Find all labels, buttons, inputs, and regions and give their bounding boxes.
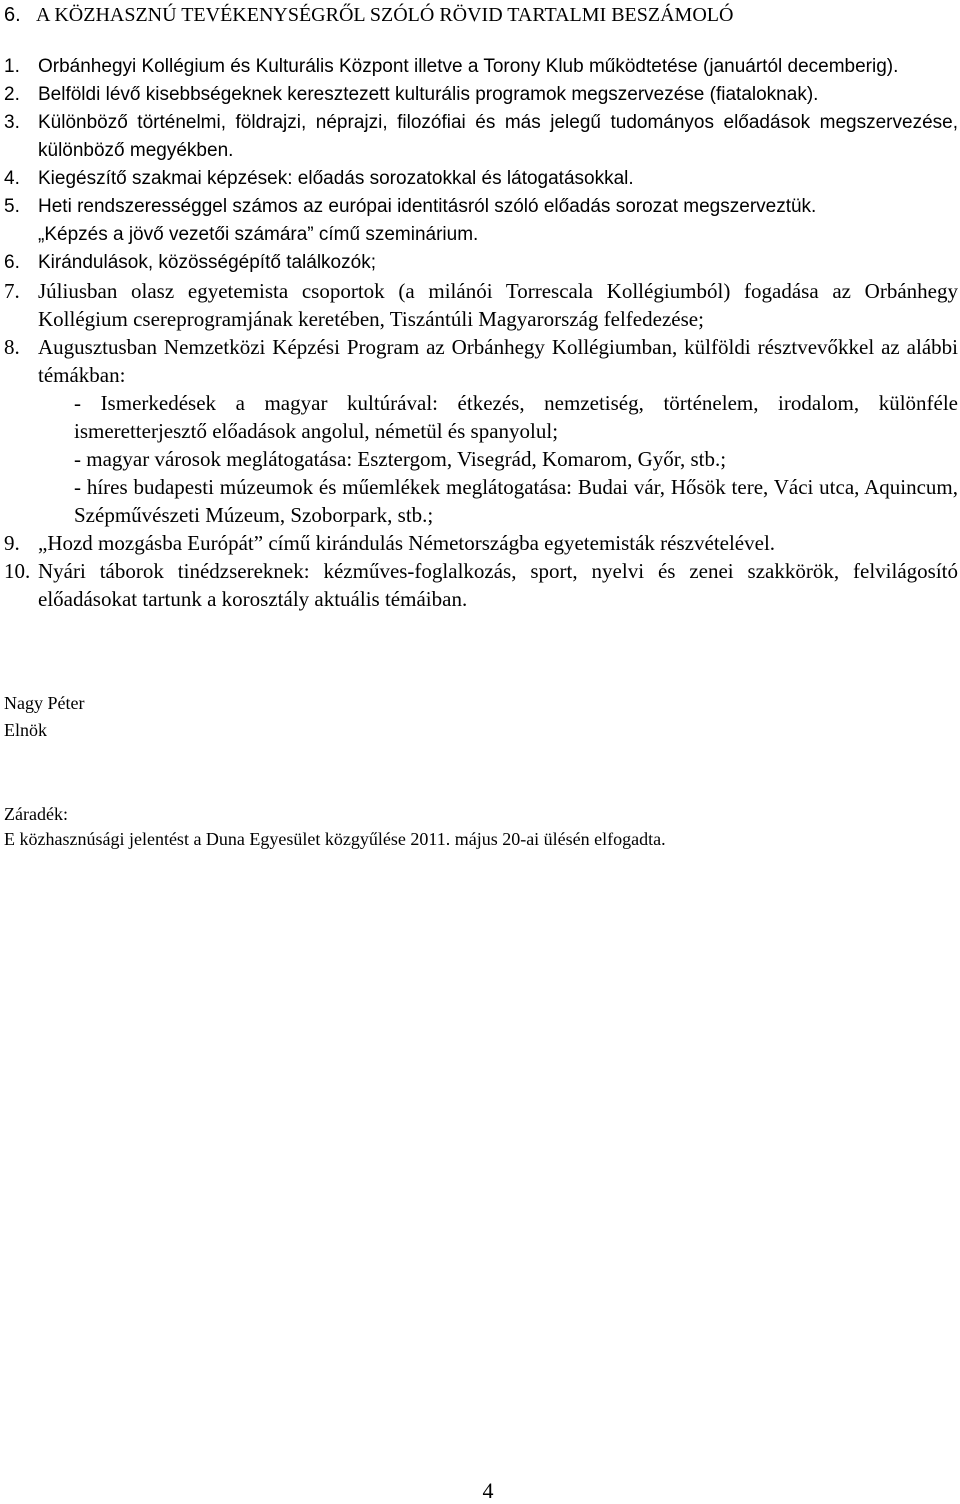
sub-list-item: - híres budapesti múzeumok és műemlékek meglátogatása: Budai vár, Hősök tere, Váci utca, Aquincum, Szépművészeti Múzeum, Szoborpark, stb.; (74, 475, 958, 527)
item-number: 7. (4, 279, 20, 303)
item-text: Orbánhegyi Kollégium és Kulturális Központ illetve a Torony Klub működtetése (januártól decemberig). (38, 56, 899, 77)
section-number: 6. (4, 4, 21, 26)
list-item (4, 277, 958, 333)
sub-list-item: - magyar városok meglátogatása: Esztergom, Visegrád, Komarom, Győr, stb.; (74, 447, 727, 471)
item-text: Kiegészítő szakmai képzések: előadás sorozatokkal és látogatásokkal. (38, 168, 634, 189)
sub-list-item: - Ismerkedések a magyar kultúrával: étkezés, nemzetiség, történelem, irodalom, különféle ismeretterjesztő előadások angolul, németül és spanyolul; (74, 391, 958, 443)
list-item (4, 109, 958, 165)
item-text: Júliusban olasz egyetemista csoportok (a milánói Torrescala Kollégiumból) fogadása az Orbánhegy Kollégium csereprogramjának keretében, Tiszántúli Magyarország felfedezése; (38, 279, 958, 331)
list-item (4, 53, 958, 81)
page-number: 4 (482, 1478, 494, 1503)
item-number: 4. (4, 168, 20, 189)
page-number-wrapper (0, 1478, 960, 1504)
section-heading (4, 2, 944, 28)
item-number: 3. (4, 112, 20, 133)
item-text-line: „Képzés a jövő vezetői számára” című szeminárium. (38, 224, 479, 245)
list-item (4, 333, 958, 529)
item-number: 6. (4, 252, 20, 273)
list-item (4, 557, 958, 613)
item-number: 2. (4, 84, 20, 105)
list-item (4, 81, 958, 109)
list-item (4, 193, 958, 249)
item-text: Különböző történelmi, földrajzi, néprajzi, filozófiai és más jelegű tudományos előadások megszervezése, különböző megyékben. (38, 112, 958, 161)
item-text: Belföldi lévő kisebbségeknek keresztezett kulturális programok megszervezése (fiataloknak). (38, 84, 819, 105)
item-number: 1. (4, 56, 20, 77)
item-text-line: Heti rendszerességgel számos az európai identitásról szóló előadás sorozat megszerveztük. (38, 196, 817, 217)
list-item (4, 529, 958, 557)
item-number: 10. (4, 559, 31, 583)
clause-text: E közhasznúsági jelentést a Duna Egyesület közgyűlése 2011. május 20-ai ülésén elfogadta. (4, 829, 666, 849)
list-item (4, 165, 958, 193)
item-number: 8. (4, 335, 20, 359)
section-title: A KÖZHASZNÚ TEVÉKENYSÉGRŐL SZÓLÓ RÖVID TARTALMI BESZÁMOLÓ (36, 4, 734, 26)
sub-list (74, 389, 958, 529)
signatory-name: Nagy Péter (4, 693, 85, 713)
signatory-title: Elnök (4, 720, 47, 740)
item-text (38, 193, 958, 249)
item-text: Augusztusban Nemzetközi Képzési Program az Orbánhegy Kollégiumban, külföldi résztvevőkkel az alábbi témákban: (38, 335, 958, 387)
list-item (4, 249, 958, 277)
item-number: 9. (4, 531, 20, 555)
item-text: „Hozd mozgásba Európát” című kirándulás Németországba egyetemisták részvételével. (38, 531, 776, 555)
clause-label: Záradék: (4, 804, 68, 824)
item-text: Nyári táborok tinédzsereknek: kézműves-foglalkozás, sport, nyelvi és zenei szakkörök, felvilágosító előadásokat tartunk a korosztály aktuális témáiban. (38, 559, 958, 611)
item-text: Kirándulások, közösségépítő találkozók; (38, 252, 376, 273)
item-number: 5. (4, 196, 20, 217)
activity-list (4, 53, 958, 613)
